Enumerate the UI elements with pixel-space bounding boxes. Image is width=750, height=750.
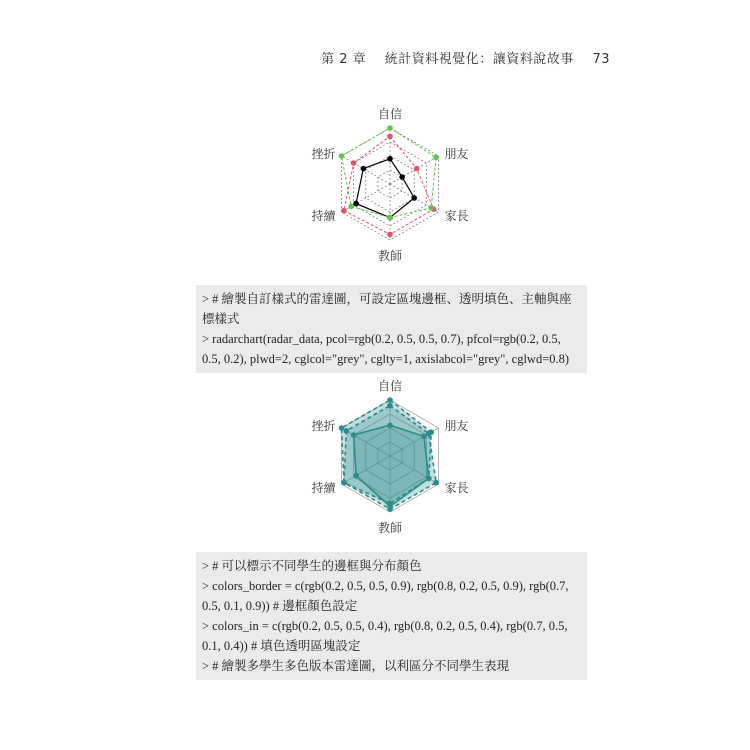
code-line: > # 可以標示不同學生的邊框與分布顏色 (202, 559, 422, 573)
chapter-label: 第 2 章 (321, 52, 367, 67)
series-point (426, 476, 432, 482)
series-point (433, 155, 439, 161)
series-point (387, 506, 393, 512)
code-line: > colors_in = c(rgb(0.2, 0.5, 0.5, 0.4), rgb(0.8, 0.2, 0.5, 0.4), rgb(0.7, 0.5, 0.1, 0.4)) # 填色透明區塊設定 (202, 619, 568, 653)
axis-label: 家長 (444, 209, 469, 223)
series-point (339, 153, 345, 159)
axis-label: 持續 (311, 209, 336, 223)
axis-label: 挫折 (311, 419, 336, 433)
axis-label: 家長 (444, 481, 469, 495)
code-line: > # 繪製多學生多色版本雷達圖，以利區分不同學生表現 (202, 659, 510, 673)
axis-label: 自信 (377, 107, 403, 121)
series-point (348, 204, 354, 210)
series-point (351, 160, 357, 166)
radar-chart-basic (290, 104, 490, 264)
axis-label: 朋友 (444, 419, 469, 433)
code-block-2 (196, 552, 587, 680)
code-line: > # 繪製自訂樣式的雷達圖，可設定區塊邊框、透明填色、主軸與座標樣式 (202, 292, 572, 326)
radar-chart-styled (290, 376, 490, 536)
chapter-title: 統計資料視覺化：讓資料說故事 (384, 52, 574, 67)
code-block-1 (196, 285, 587, 373)
axis-label: 持續 (311, 481, 336, 495)
axis-label: 挫折 (311, 147, 336, 161)
series-point (387, 156, 393, 162)
series-point (339, 425, 345, 431)
page-header (0, 48, 610, 67)
axis-label: 教師 (377, 521, 403, 535)
series-point (341, 208, 347, 214)
series-point (387, 215, 393, 221)
series-point (428, 429, 434, 435)
axis-label: 教師 (377, 249, 403, 263)
series-point (428, 205, 434, 211)
axis-label: 自信 (377, 379, 403, 393)
series-point (399, 174, 405, 180)
series-point (387, 397, 393, 403)
series-point (353, 201, 359, 207)
code-line: > colors_border = c(rgb(0.2, 0.5, 0.5, 0.9), rgb(0.8, 0.2, 0.5, 0.9), rgb(0.7, 0.5, 0.1, 0.9)) # 邊框顏色設定 (202, 579, 569, 613)
series-point (411, 195, 417, 201)
series-point (433, 480, 439, 486)
series-point (387, 501, 393, 507)
series-point (414, 166, 420, 172)
series-point (341, 480, 347, 486)
page-number: 73 (592, 52, 610, 67)
code-line: > radarchart(radar_data, pcol=rgb(0.2, 0.5, 0.5, 0.7), pfcol=rgb(0.2, 0.5, 0.5, 0.2), plwd=2, cglcol="grey", cglty=1, axislabcol="grey", cglwd=0.8) (202, 332, 570, 366)
series-point (361, 166, 367, 172)
series-point (387, 125, 393, 131)
axis-label: 朋友 (444, 147, 469, 161)
series-point (387, 232, 393, 238)
series-point (387, 134, 393, 140)
